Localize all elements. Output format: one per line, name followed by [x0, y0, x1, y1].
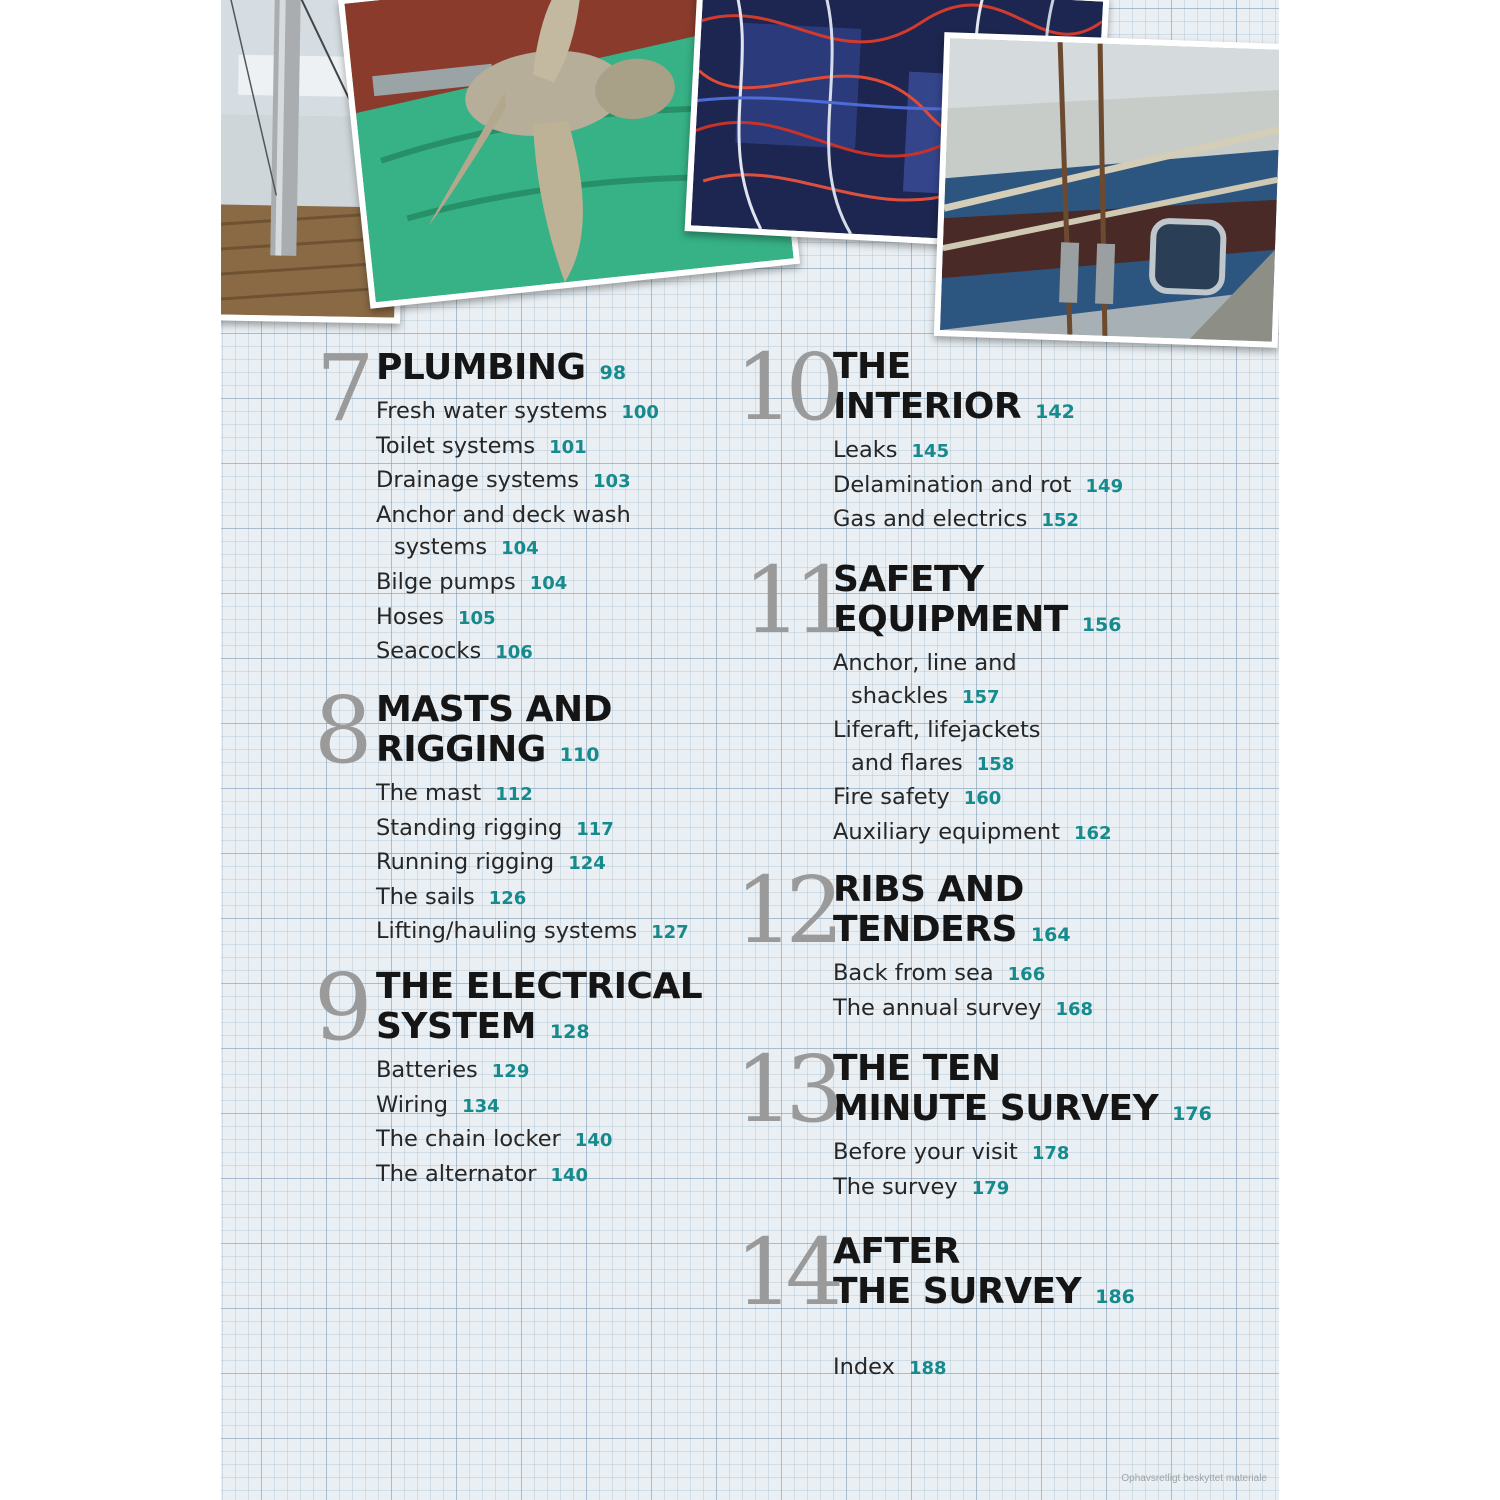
section-entry [833, 469, 1123, 504]
section-page-number: 126 [488, 887, 527, 909]
section-title: and flares [851, 749, 963, 776]
section-title: Delamination and rot [833, 471, 1072, 498]
section-page-number: 158 [976, 753, 1015, 775]
chapter-title-text: THE TEN [833, 1048, 1001, 1089]
section-page-number: 168 [1055, 998, 1094, 1020]
section-page-number: 157 [962, 686, 1000, 708]
section-title: The mast [376, 780, 482, 806]
section-page-number: 178 [1031, 1143, 1070, 1164]
chapter-3 [735, 334, 1124, 538]
section-page-number: 162 [1074, 822, 1112, 844]
chapter-title [833, 347, 1123, 432]
section-page-number: 149 [1085, 475, 1124, 497]
section-page-number: 103 [593, 471, 631, 493]
section-title: Drainage systems [376, 467, 580, 494]
section-page-number: 106 [495, 642, 533, 664]
chapter-7 [735, 1219, 1135, 1326]
chapter-6 [735, 1036, 1212, 1205]
section-title: Batteries [376, 1057, 478, 1083]
section-title: Hoses [376, 603, 444, 630]
section-list [833, 1136, 1212, 1205]
section-list [376, 395, 659, 670]
index-label: Index [833, 1354, 895, 1380]
section-title: systems [394, 534, 488, 561]
section-entry [376, 531, 659, 566]
chapter-page-number: 176 [1172, 1103, 1212, 1125]
chapter-2 [314, 954, 703, 1192]
section-entry [833, 957, 1093, 992]
chapter-title-text: MASTS AND [376, 689, 613, 730]
chapter-title-text: THE SURVEY [833, 1271, 1082, 1312]
hull-rigging-photo [934, 32, 1279, 348]
chapter-title [376, 348, 659, 393]
index-page-number: 188 [908, 1358, 947, 1379]
chapter-4 [743, 547, 1122, 851]
section-list [833, 647, 1121, 851]
section-list [833, 434, 1123, 538]
section-page-number: 101 [549, 436, 587, 458]
chapter-title [376, 967, 702, 1052]
section-entry [833, 434, 1123, 469]
section-list [376, 1054, 702, 1192]
section-entry [376, 1089, 702, 1124]
section-title: Fire safety [833, 784, 950, 811]
toc-page [221, 0, 1279, 1500]
section-entry [376, 499, 659, 532]
section-entry [376, 635, 659, 670]
section-title: Anchor, line and [833, 650, 1017, 676]
section-page-number: 179 [971, 1177, 1010, 1199]
chapter-title [833, 1232, 1135, 1317]
section-entry [833, 816, 1121, 851]
section-page-number: 160 [963, 788, 1002, 810]
section-page-number: 117 [576, 818, 614, 840]
chapter-title [376, 690, 689, 775]
chapter-title-line [376, 1007, 702, 1052]
section-title: Lifting/hauling systems [376, 918, 638, 945]
section-title: The alternator [376, 1160, 537, 1187]
chapter-title-text: THE [833, 346, 911, 387]
section-page-number: 104 [529, 572, 568, 594]
chapter-title-line [833, 347, 1123, 387]
section-title: Wiring [376, 1091, 449, 1118]
chapter-title-text: PLUMBING [376, 347, 586, 388]
chapter-title-text: THE ELECTRICAL [376, 966, 703, 1007]
section-entry [833, 503, 1123, 538]
chapter-title-line [376, 967, 702, 1007]
section-entry [376, 1054, 702, 1089]
section-title: Back from sea [833, 960, 994, 986]
section-title: Auxiliary equipment [833, 818, 1060, 845]
section-entry [376, 566, 659, 601]
section-page-number: 104 [501, 538, 539, 560]
section-page-number: 140 [574, 1130, 613, 1152]
chapter-page-number: 110 [559, 744, 600, 766]
section-page-number: 127 [651, 922, 689, 944]
chapter-title-text: INTERIOR [833, 386, 1022, 427]
chapter-title [833, 560, 1121, 645]
section-entry [833, 992, 1093, 1027]
section-page-number: 124 [568, 853, 606, 875]
section-page-number: 112 [495, 784, 533, 805]
section-entry [833, 781, 1121, 816]
section-entry [376, 601, 659, 636]
section-title: Bilge pumps [376, 568, 516, 595]
section-list [833, 957, 1093, 1026]
chapter-title-line [833, 560, 1121, 600]
chapter-title-text: RIBS AND [833, 869, 1024, 910]
chapter-title-line [833, 870, 1093, 910]
chapter-number: 8 [314, 677, 365, 784]
section-page-number: 140 [550, 1164, 589, 1186]
chapter-title [833, 1049, 1212, 1134]
section-title: Standing rigging [376, 814, 563, 841]
section-page-number: 152 [1041, 510, 1079, 532]
chapter-title-line [833, 910, 1093, 955]
chapter-title-text: SYSTEM [376, 1006, 536, 1047]
section-entry [376, 1123, 702, 1158]
section-page-number: 100 [621, 402, 659, 423]
chapter-title-line [833, 1089, 1212, 1134]
section-title: Leaks [833, 437, 898, 463]
section-page-number: 166 [1007, 964, 1046, 985]
chapter-title-text: AFTER [833, 1231, 960, 1272]
section-page-number: 134 [462, 1095, 500, 1117]
chapter-page-number: 164 [1030, 924, 1071, 946]
section-title: Before your visit [833, 1139, 1018, 1165]
chapter-number: 11 [743, 547, 845, 654]
section-title: Gas and electrics [833, 506, 1028, 533]
chapter-1 [314, 677, 689, 950]
section-entry [833, 714, 1121, 747]
chapter-number: 13 [735, 1036, 837, 1143]
chapter-5 [735, 857, 1094, 1026]
chapter-title [833, 870, 1093, 955]
section-title: Liferaft, lifejackets [833, 717, 1041, 744]
section-entry [376, 915, 689, 950]
chapter-page-number: 186 [1095, 1286, 1135, 1308]
hull-rigging-image [940, 38, 1279, 341]
section-title: The sails [376, 883, 475, 910]
section-title: Running rigging [376, 849, 555, 876]
section-page-number: 129 [491, 1061, 530, 1082]
chapter-number: 14 [735, 1219, 837, 1326]
section-title: Anchor and deck wash [376, 501, 631, 528]
section-list [376, 777, 689, 950]
chapter-title-line [833, 387, 1123, 432]
section-title: Seacocks [376, 638, 482, 665]
section-entry [376, 395, 659, 430]
chapter-page-number: 156 [1081, 614, 1122, 636]
index-entry [833, 1351, 947, 1386]
chapter-title-text: MINUTE SURVEY [833, 1088, 1159, 1129]
chapter-title-line [833, 1272, 1135, 1317]
section-page-number: 145 [911, 441, 950, 462]
chapter-title-line [833, 600, 1121, 645]
section-entry [376, 777, 689, 812]
section-title: The chain locker [376, 1126, 561, 1153]
section-title: The annual survey [833, 994, 1042, 1021]
section-title: Toilet systems [376, 432, 536, 459]
section-title: shackles [851, 682, 948, 709]
section-entry [376, 430, 659, 465]
chapter-page-number: 142 [1035, 401, 1075, 423]
chapter-number: 10 [735, 334, 837, 441]
section-entry [376, 812, 689, 847]
chapter-page-number: 128 [549, 1021, 590, 1043]
chapter-page-number: 98 [599, 362, 627, 384]
section-entry [376, 881, 689, 916]
chapter-title-line [833, 1049, 1212, 1089]
section-entry [376, 464, 659, 499]
chapter-title-text: TENDERS [833, 909, 1017, 950]
copyright-watermark: Ophavsretligt beskyttet materiale [1121, 1473, 1267, 1484]
section-entry [376, 1158, 702, 1193]
section-entry [833, 1136, 1212, 1171]
chapter-title-text: RIGGING [376, 729, 546, 770]
section-entry [833, 680, 1121, 715]
section-entry [376, 846, 689, 881]
chapter-title-line [376, 348, 659, 393]
section-entry [833, 747, 1121, 782]
section-title: The survey [833, 1173, 958, 1200]
chapter-title-line [833, 1232, 1135, 1272]
section-entry [833, 647, 1121, 680]
chapter-0 [316, 335, 659, 670]
chapter-number: 7 [316, 335, 367, 442]
section-entry [833, 1171, 1212, 1206]
chapter-title-text: SAFETY [833, 559, 984, 600]
chapter-number: 12 [735, 857, 837, 964]
chapter-number: 9 [314, 954, 365, 1061]
section-page-number: 105 [457, 607, 496, 629]
chapter-title-line [376, 730, 689, 775]
chapter-title-line [376, 690, 689, 730]
section-title: Fresh water systems [376, 398, 608, 424]
chapter-title-text: EQUIPMENT [833, 599, 1068, 640]
